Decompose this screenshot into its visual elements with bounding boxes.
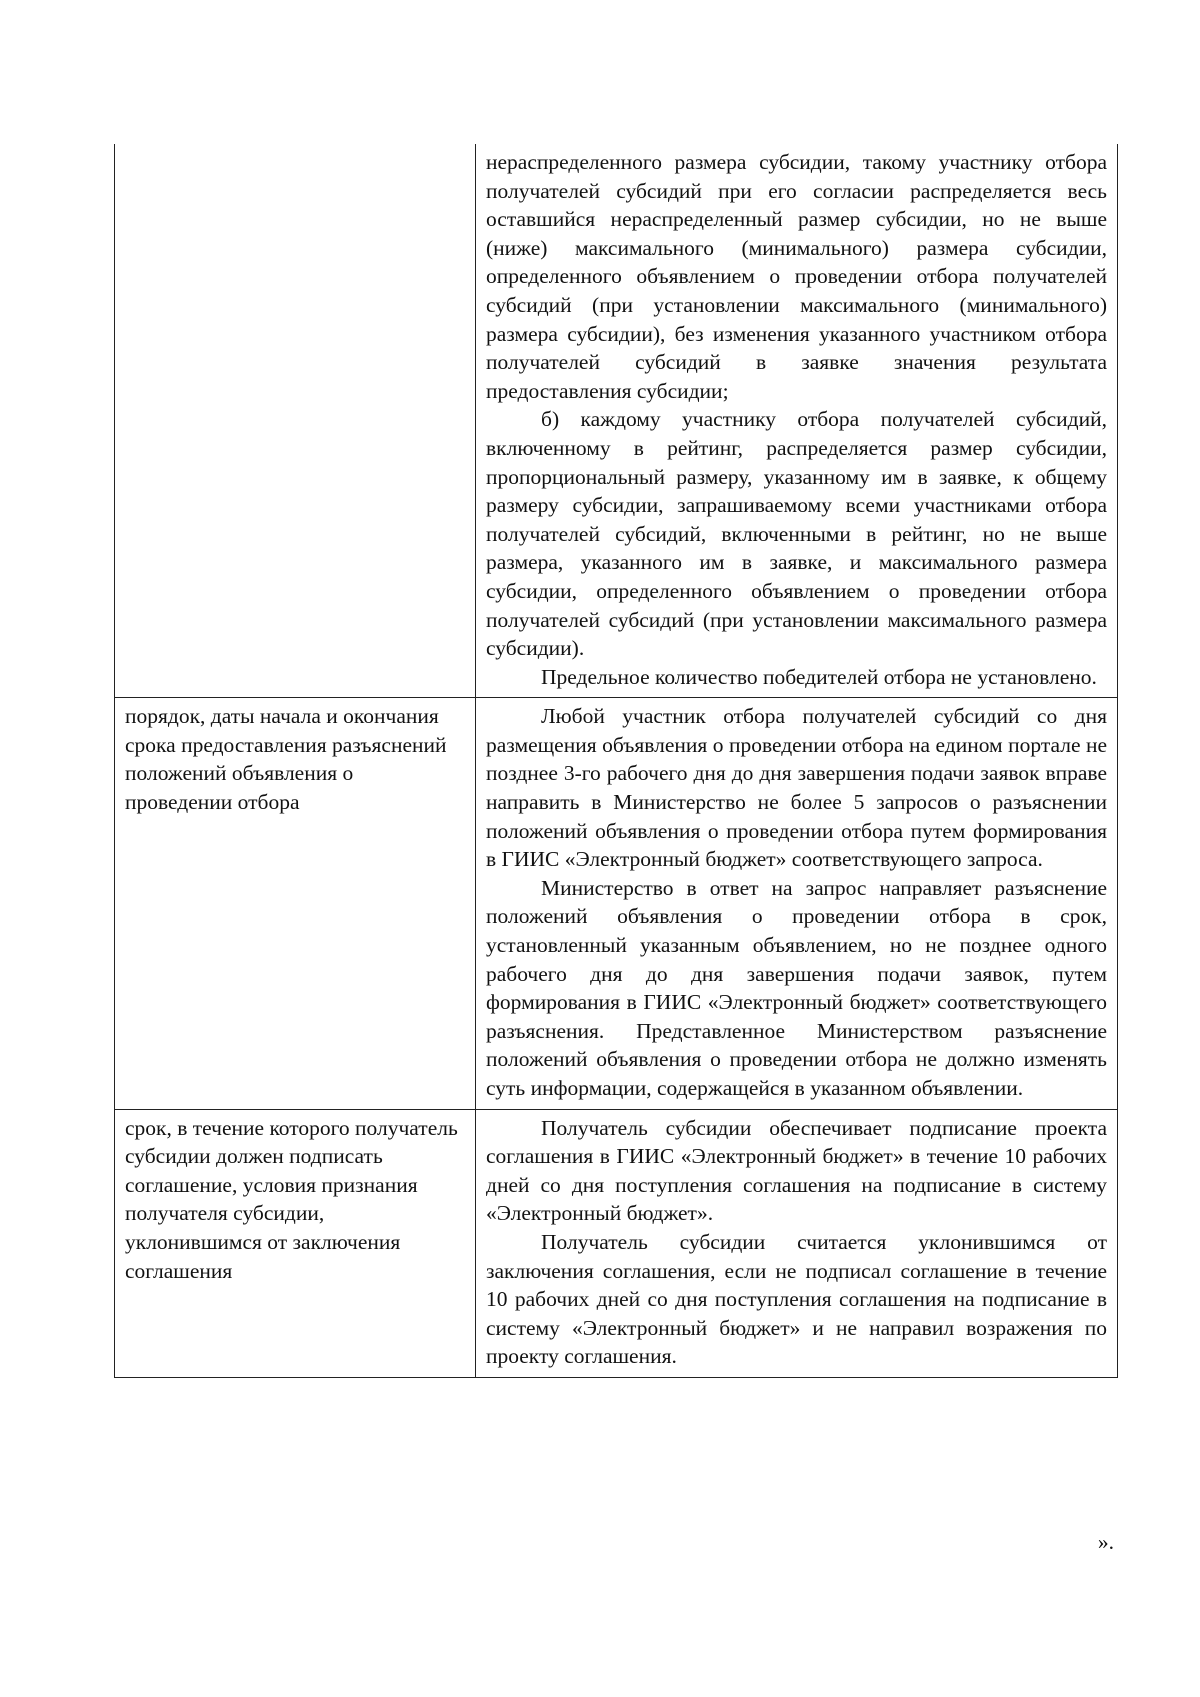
table-row	[115, 1109, 1118, 1377]
table-row	[115, 144, 1118, 698]
row-content	[476, 698, 1118, 1109]
row-label: порядок, даты начала и окончания срока предоставления разъяснений положений объявления о проведении отбора	[115, 698, 476, 1109]
paragraph: Любой участник отбора получателей субсидий со дня размещения объявления о проведении отбора на едином портале не позднее 3-го рабочего дня до дня завершения подачи заявок вправе направить в Министерство не более 5 запросов о разъяснении положений объявления о проведении отбора путем формирования в ГИИС «Электронный бюджет» соответствующего запроса.	[486, 704, 1107, 872]
paragraph: нераспределенного размера субсидии, такому участнику отбора получателей субсидий при его согласии распределяется весь оставшийся нераспределенный размер субсидии, но не выше (ниже) максимального (минимального) размера субсидии, определенного объявлением о проведении отбора получателей субсидий (при установлении максимального (минимального) размера субсидии), без изменения указанного участником отбора получателей субсидий в заявке значения результата предоставления субсидии;	[486, 150, 1107, 403]
document-table	[114, 144, 1118, 1378]
row-content	[476, 1109, 1118, 1377]
paragraph: Получатель субсидии обеспечивает подписание проекта соглашения в ГИИС «Электронный бюджет» в течение 10 рабочих дней со дня поступления соглашения на подписание в систему «Электронный бюджет».	[486, 1115, 1107, 1226]
closing-quote-mark: ».	[1097, 1530, 1114, 1554]
row-content	[476, 144, 1118, 698]
paragraph: б) каждому участнику отбора получателей субсидий, включенному в рейтинг, распределяется размер субсидии, пропорциональный размеру, указанному им в заявке, к общему размеру субсидии, запрашиваемому всеми участниками отбора получателей субсидий, включенными в рейтинг, но не выше размера, указанного им в заявке, и максимального размера субсидии, определенного объявлением о проведении отбора получателей субсидий (при установлении максимального размера субсидии).	[486, 407, 1107, 661]
row-label: срок, в течение которого получатель субсидии должен подписать соглашение, условия признания получателя субсидии, уклонившимся от заключения соглашения	[115, 1109, 476, 1377]
paragraph: Получатель субсидии считается уклонившимся от заключения соглашения, если не подписал соглашение в течение 10 рабочих дней со дня поступления соглашения на подписание в систему «Электронный бюджет» и не направил возражения по проекту соглашения.	[486, 1229, 1107, 1369]
table-row	[115, 698, 1118, 1109]
paragraph: Министерство в ответ на запрос направляет разъяснение положений объявления о проведении отбора в срок, установленный указанным объявлением, но не позднее одного рабочего дня до дня завершения подачи заявок, путем формирования в ГИИС «Электронный бюджет» соответствующего разъяснения. Представленное Министерством разъяснение положений объявления о проведении отбора не должно изменять суть информации, содержащейся в указанном объявлении.	[486, 875, 1107, 1100]
row-label	[115, 144, 476, 698]
paragraph: Предельное количество победителей отбора не установлено.	[541, 664, 1097, 689]
